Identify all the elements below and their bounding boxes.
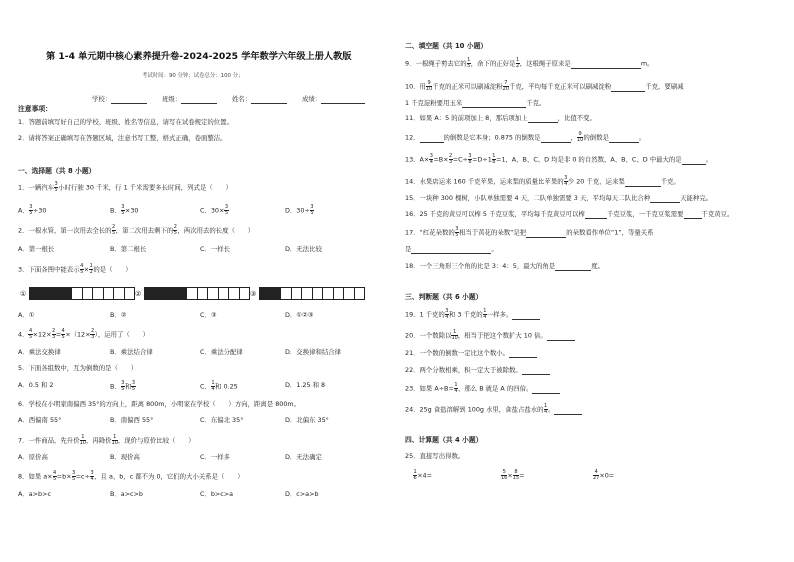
bar-cell (125, 288, 135, 299)
question-17: 17．“红花朵数的 $\frac{3}{5}$ 相当于黄花的朵数”是把 的朵数看作单位“1”，等量关系 (405, 226, 654, 239)
q7-option-a[interactable]: A．原价高 (18, 453, 48, 461)
answer-blank[interactable] (462, 100, 526, 108)
calc-item-3: $\frac{4}{27}$ ×0= (593, 469, 615, 482)
question-18: 18．一个三角形三个角的比是 3：4：5，最大的角是 度。 (405, 262, 604, 270)
page-title: 第 1-4 单元期中核心素养提升卷-2024-2025 学年数学六年级上册人教版 (46, 51, 352, 62)
question-10-cont: 1 千克淀粉要用玉米 千克。 (405, 99, 546, 107)
answer-blank[interactable] (547, 333, 575, 341)
q8-option-a[interactable]: A．a>b>c (18, 490, 51, 498)
q3-figure-1: ① (20, 287, 135, 300)
q1-option-c[interactable]: C．30× $\frac{3}{5}$ (200, 204, 229, 217)
q5-option-c[interactable]: C． $\frac{1}{4}$ 和 0.25 (200, 380, 238, 393)
q3-option-d[interactable]: D．①②③ (285, 311, 314, 319)
bar-cell (114, 288, 125, 299)
question-23: 23．如果 A÷B= $\frac{1}{4}$ ，那么 B 就是 A 的四倍。 (405, 383, 560, 394)
bar-cell (281, 288, 292, 299)
bar-cell (240, 288, 250, 299)
answer-blank[interactable] (625, 179, 661, 187)
bar-cell (208, 288, 219, 299)
q8-option-d[interactable]: D．c>a>b (285, 490, 319, 498)
bar-cell (30, 288, 41, 299)
answer-blank[interactable] (609, 135, 639, 143)
bar-cell (219, 288, 230, 299)
answer-blank[interactable] (555, 263, 591, 271)
answer-blank[interactable] (411, 246, 491, 254)
q7-option-b[interactable]: B．现价高 (110, 453, 140, 461)
field-school: 学校： (92, 95, 147, 104)
section3-heading: 三、判断题（共 6 小题） (405, 293, 483, 301)
question-13: 13．A× $\frac{3}{4}$ =B× $\frac{2}{3}$ =C÷ $\frac{3}{8}$ =D÷1 $\frac{1}{8}$ =1，A、B、C、D 均是非 0 的自然数，A、B、C、D 中最大的是 。 (405, 153, 713, 166)
bar-cell (302, 288, 313, 299)
bar-cell (292, 288, 303, 299)
question-16: 16．25 千克的黄豆可以榨 5 千克豆浆，平均每千克黄豆可以榨 千克豆浆，一千克豆浆需要 千克黄豆。 (405, 210, 734, 218)
question-21: 21．一个数的倒数一定比这个数小。 (405, 349, 537, 358)
q6-option-b[interactable]: B．南偏西 55° (110, 416, 154, 424)
bar-cell (104, 288, 115, 299)
answer-blank[interactable] (532, 386, 560, 394)
question-17-cont: 是 。 (405, 245, 498, 253)
exam-meta: 考试时间：90 分钟；试卷总分：100 分； (142, 73, 244, 79)
bar-cell (72, 288, 83, 299)
bar-cell (145, 288, 156, 299)
bar-cell (187, 288, 198, 299)
q1-option-d[interactable]: D．30÷ $\frac{3}{5}$ (285, 204, 314, 217)
question-25: 25．直接写出得数。 (405, 452, 465, 460)
section1-heading: 一、选择题（共 8 小题） (18, 167, 96, 175)
bar-cell (41, 288, 52, 299)
question-12: 12． 的倒数是它本身；0.875 的倒数是 ， $\frac{9}{10}$ 的倒数是 。 (405, 131, 646, 144)
section4-heading: 四、计算题（共 4 小题） (405, 436, 483, 444)
answer-blank[interactable] (650, 195, 680, 203)
bar-cell (344, 288, 355, 299)
question-15: 15．一块种 300 棵树，小队单独需要 4 天，二队单独需要 3 天，平均每天二队比合种 天能种完。 (405, 194, 713, 202)
notice-item-1: 1．答题前填写好自己的学校、班级、姓名等信息，请写在试卷规定的位置。 (18, 118, 233, 126)
q2-option-d[interactable]: D．无法比较 (285, 245, 322, 253)
answer-blank[interactable] (509, 350, 537, 358)
bar-cell (313, 288, 324, 299)
q3-option-a[interactable]: A．① (18, 311, 35, 319)
question-3: 3．下面各图中能表示 $\frac{4}{5}$ × $\frac{1}{2}$ 的是（ ） (18, 263, 132, 276)
bar-cell (323, 288, 334, 299)
bar-cell (62, 288, 73, 299)
question-4: 4． $\frac{4}{5}$ ×12× $\frac{2}{3}$ = $\frac{4}{5}$ ×（12× $\frac{2}{3}$ ），运用了（ ） (18, 328, 149, 341)
q4-option-a[interactable]: A．乘法交换律 (18, 348, 61, 356)
notice-heading: 注意事项： (18, 105, 52, 113)
answer-blank[interactable] (420, 135, 444, 143)
section2-heading: 二、填空题（共 10 小题） (405, 42, 488, 50)
q3-option-c[interactable]: C．③ (200, 311, 217, 319)
bar-cell (271, 288, 282, 299)
q3-figure-2: ② (135, 287, 250, 300)
question-10: 10．用 $\frac{9}{10}$ 千克的正米可以刷减淀粉 $\frac{7}{20}$ 千克，平均每千克正米可以刷减淀粉 千克，要刷减 (405, 80, 684, 93)
q5-option-a[interactable]: A．0.5 和 2 (18, 381, 54, 389)
answer-blank[interactable] (571, 61, 641, 69)
answer-blank[interactable] (526, 230, 566, 238)
q3-option-b[interactable]: B．② (110, 311, 127, 319)
question-2: 2．一根水管，第一次用去全长的 $\frac{2}{5}$ ，第二次用去剩下的 $\frac{2}{5}$ ，两次用去的长度（ ） (18, 224, 255, 237)
notice-item-2: 2．请将答案正确填写在答题区域，注意书写工整，格式正确，卷面整洁。 (18, 134, 227, 142)
q5-option-b[interactable]: B． $\frac{3}{5}$ 和 $\frac{3}{5}$ (110, 380, 136, 393)
answer-blank[interactable] (554, 407, 582, 415)
answer-blank[interactable] (585, 211, 607, 219)
q1-option-b[interactable]: B． $\frac{3}{5}$ ×30 (110, 204, 139, 217)
answer-blank[interactable] (611, 84, 645, 92)
q6-option-a[interactable]: A．西偏南 55° (18, 416, 62, 424)
bar-cell (198, 288, 209, 299)
question-6: 6．学校在小明家南偏西 35°的方向上，距离 800m，小明家在学校（ ）方向，距离是 800m。 (18, 400, 301, 408)
q8-option-b[interactable]: B．a>c>b (110, 490, 143, 498)
question-1: 1．一辆汽车 $\frac{3}{5}$ 小时行驶 30 千米，行 1 千米需要多长时间，列式是（ ） (18, 181, 232, 194)
q6-option-c[interactable]: C．东偏北 35° (200, 416, 244, 424)
answer-blank[interactable] (522, 367, 550, 375)
q4-option-b[interactable]: B．乘法结合律 (110, 348, 153, 356)
bar-cell (229, 288, 240, 299)
question-9: 9．一根绳子剪去它的 $\frac{1}{5}$ ，余下的正好是 $\frac{1}{2}$ ，这根绳子原来是 m。 (405, 57, 654, 70)
bar-cell (93, 288, 104, 299)
answer-blank[interactable] (684, 211, 702, 219)
q3-figure-3: ③ (250, 287, 365, 300)
q4-option-c[interactable]: C．乘法分配律 (200, 348, 243, 356)
answer-blank[interactable] (682, 157, 706, 165)
question-8: 8．如果 a× $\frac{4}{5}$ =b× $\frac{3}{5}$ =c÷ $\frac{3}{4}$ ，且 a、b、c 都不为 0，它们的大小关系是（ ） (18, 470, 244, 483)
bar-cell (51, 288, 62, 299)
q6-option-d[interactable]: D．北偏东 35° (285, 416, 329, 424)
q1-option-a[interactable]: A． $\frac{3}{5}$ ÷30 (18, 204, 47, 217)
fraction-bar (29, 287, 135, 300)
question-11: 11．如果 A：5 的前项加上 8，那后项加上 ，比值不变。 (405, 114, 596, 122)
q4-option-d[interactable]: D．交换律和结合律 (285, 348, 342, 356)
question-24: 24．25g 食盐溶解到 100g 水里，食盐占盐水的 $\frac{1}{4}$ 。 (405, 404, 582, 415)
q7-option-d[interactable]: D．无法确定 (285, 453, 322, 461)
field-class: 班级： (162, 95, 217, 104)
field-score: 成绩： (302, 95, 365, 104)
q2-option-a[interactable]: A．第一根长 (18, 245, 55, 253)
question-19: 19．1 千克的 $\frac{3}{4}$ 和 3 千克的 $\frac{1}{4}$ 一样多。 (405, 309, 540, 320)
question-22: 22．两个分数相乘，积一定大于被除数。 (405, 366, 550, 375)
bar-cell (177, 288, 188, 299)
answer-blank[interactable] (528, 115, 558, 123)
bar-cell (83, 288, 94, 299)
calc-item-2: $\frac{5}{16}$ × $\frac{8}{15}$ = (501, 469, 525, 482)
answer-blank[interactable] (512, 312, 540, 320)
q8-option-c[interactable]: C．b>c>a (200, 490, 234, 498)
q7-option-c[interactable]: C．一样多 (200, 453, 231, 461)
answer-blank[interactable] (541, 135, 571, 143)
field-name: 姓名： (232, 95, 287, 104)
bar-cell (166, 288, 177, 299)
question-20: 20．一个数除以 $\frac{1}{10}$ ，相当于把这个数扩大 10 倍。 (405, 330, 575, 341)
bar-cell (260, 288, 271, 299)
fraction-bar (259, 287, 365, 300)
bar-cell (156, 288, 167, 299)
q5-option-d[interactable]: D．1.25 和 8 (285, 381, 326, 389)
bar-cell (334, 288, 345, 299)
question-5: 5．下面各组数中，互为倒数的是（ ） (18, 364, 138, 372)
q2-option-b[interactable]: B．第二根长 (110, 245, 147, 253)
bar-cell (355, 288, 365, 299)
question-14: 14．水果店运来 160 千克苹果，运来梨的质量比苹果的 $\frac{3}{4}$ 少 20 千克，运来梨 千克。 (405, 175, 680, 188)
fraction-bar (144, 287, 250, 300)
calc-item-1: $\frac{1}{6}$ ×4= (413, 469, 432, 482)
q2-option-c[interactable]: C．一样长 (200, 245, 231, 253)
question-7: 7．一件商品，先升价 $\frac{1}{10}$ ，再降价 $\frac{1}{10}$ ，现价与原价比较（ ） (18, 434, 195, 447)
